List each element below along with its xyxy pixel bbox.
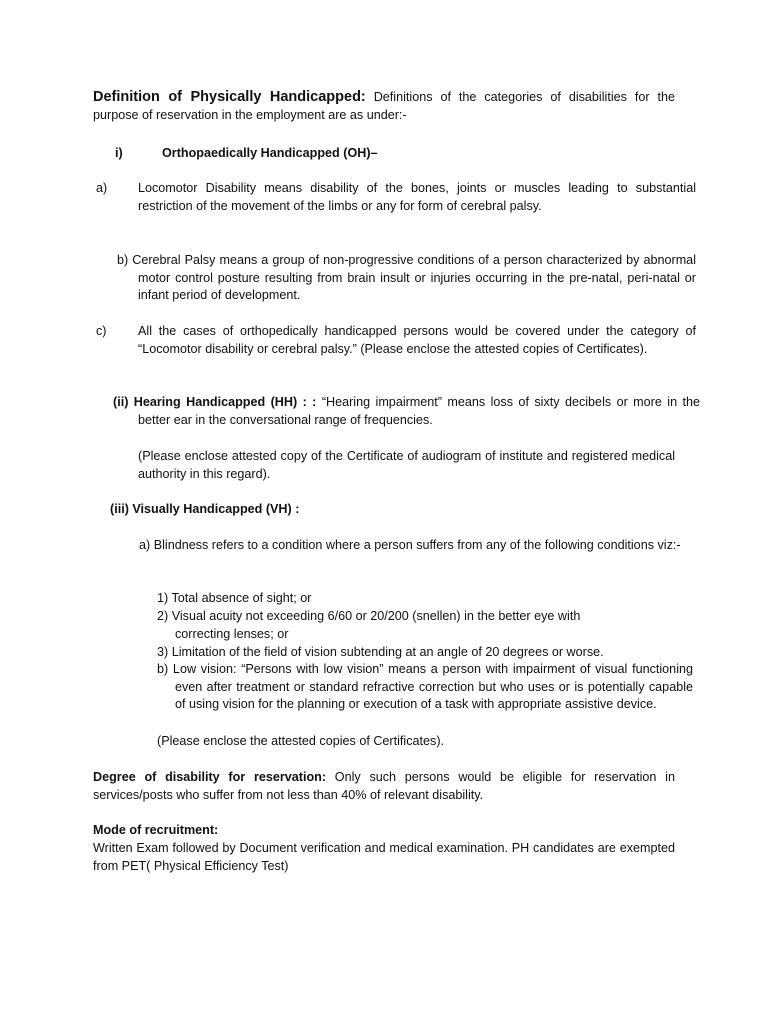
definition-title: Definition of Physically Handicapped:: [93, 89, 366, 105]
oh-number: i): [115, 146, 123, 160]
oh-a-label: a): [96, 181, 108, 195]
vh-low-vision: b) Low vision: “Persons with low vision” means a person with impairment of visual functioning even after treatment or standard refractive correction but who uses or is potentially capable of using vision for the planning or execution of a task with appropriate assistive device.: [157, 662, 693, 712]
mode-text: Written Exam followed by Document verification and medical examination. PH candidates are exempted from PET( Physical Efficiency Test): [93, 841, 675, 873]
oh-heading: [115, 145, 675, 163]
vh-item-1: 1) Total absence of sight; or: [157, 591, 312, 605]
oh-c-label: c): [96, 324, 107, 338]
vh-heading: (iii) Visually Handicapped (VH) :: [110, 502, 300, 516]
hh-note: (Please enclose attested copy of the Certificate of audiogram of institute and registered medical authority in this regard).: [138, 449, 675, 481]
hh-title: (ii) Hearing Handicapped (HH) : :: [113, 395, 317, 409]
vh-item-3: 3) Limitation of the field of vision subtending at an angle of 20 degrees or worse.: [157, 645, 604, 659]
oh-title: Orthopaedically Handicapped (OH)–: [162, 146, 378, 160]
definition-intro: Definitions of the categories of disabilities for the purpose of reservation in the employment are as under:-: [93, 90, 675, 122]
hh-text: “Hearing impairment” means loss of sixty decibels or more in the better ear in the conversational range of frequencies.: [138, 395, 701, 427]
degree-text: Only such persons would be eligible for reservation in services/posts who suffer from not less than 40% of relevant disability.: [93, 770, 675, 802]
vh-item-2: 2) Visual acuity not exceeding 6/60 or 20/200 (snellen) in the better eye with correcting lenses; or: [157, 609, 581, 641]
degree-paragraph: [93, 769, 675, 804]
oh-item-c: [96, 323, 696, 358]
oh-a-text: Locomotor Disability means disability of the bones, joints or muscles leading to substantial restriction of the movement of the limbs or any for form of cerebral palsy.: [138, 181, 696, 213]
degree-title: Degree of disability for reservation:: [93, 770, 327, 784]
oh-item-a: [96, 180, 696, 215]
mode-title: Mode of recruitment:: [93, 823, 219, 837]
vh-note: (Please enclose the attested copies of Certificates).: [157, 734, 445, 748]
definition-paragraph: [93, 89, 675, 124]
vh-blindness: a) Blindness refers to a condition where a person suffers from any of the following conditions viz:-: [139, 538, 681, 552]
oh-item-b: b) Cerebral Palsy means a group of non-progressive conditions of a person characterized by abnormal motor control posture resulting from brain insult or injuries occurring in the pre-natal, peri-natal or infant period of development.: [117, 253, 696, 303]
hh-paragraph: [113, 394, 700, 429]
oh-c-text: All the cases of orthopedically handicapped persons would be covered under the category of “Locomotor disability or cerebral palsy.” (Please enclose the attested copies of Certificates).: [138, 324, 696, 356]
